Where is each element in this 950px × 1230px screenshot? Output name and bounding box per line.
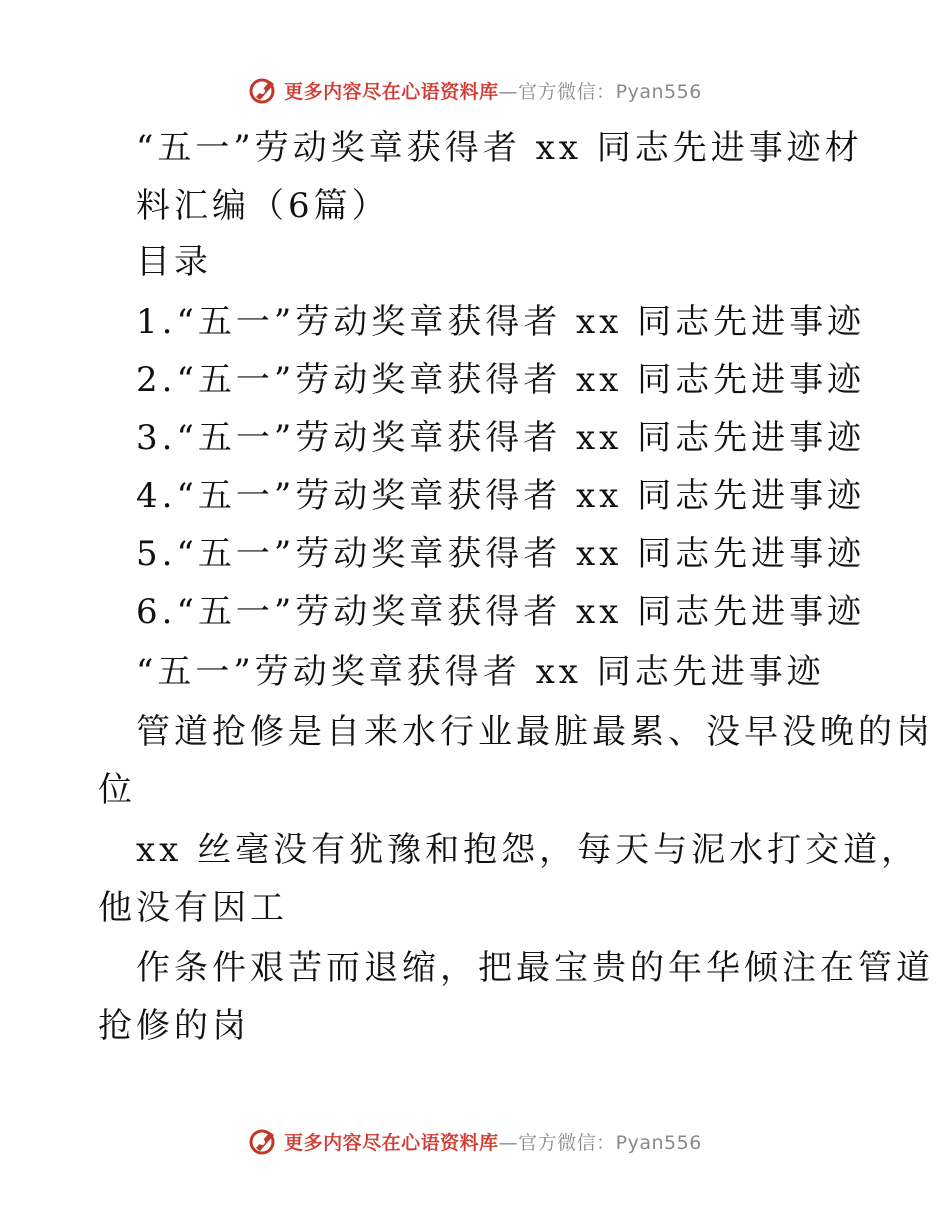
- toc-item: 6.“五一”劳动奖章获得者 xx 同志先进事迹: [136, 592, 866, 632]
- pen-seal-logo-icon: [248, 75, 278, 105]
- toc-heading: 目录: [136, 242, 212, 282]
- paragraph-line: xx 丝毫没有犹豫和抱怨，每天与泥水打交道，: [136, 830, 920, 870]
- toc-item: 2.“五一”劳动奖章获得者 xx 同志先进事迹: [136, 360, 866, 400]
- paragraph-line: 管道抢修是自来水行业最脏最累、没早没晚的岗: [136, 712, 934, 752]
- toc-item: 1.“五一”劳动奖章获得者 xx 同志先进事迹: [136, 302, 866, 342]
- paragraph-line: 作条件艰苦而退缩，把最宝贵的年华倾注在管道: [136, 948, 934, 988]
- paragraph-line: 他没有因工: [98, 888, 288, 928]
- toc-item: 5.“五一”劳动奖章获得者 xx 同志先进事迹: [136, 534, 866, 574]
- toc-item: 4.“五一”劳动奖章获得者 xx 同志先进事迹: [136, 476, 866, 516]
- watermark-text: 更多内容尽在心语资料库—官方微信：Pyan556: [284, 80, 702, 103]
- watermark-text: 更多内容尽在心语资料库—官方微信：Pyan556: [284, 1131, 702, 1154]
- pen-seal-logo-icon: [248, 1126, 278, 1156]
- paragraph-line: 抢修的岗: [98, 1006, 250, 1046]
- document-title-line-1: “五一”劳动奖章获得者 xx 同志先进事迹材: [136, 128, 863, 168]
- document-title-line-2: 料汇编（6篇）: [136, 186, 390, 226]
- toc-item: 3.“五一”劳动奖章获得者 xx 同志先进事迹: [136, 418, 866, 458]
- header-watermark: [0, 70, 950, 110]
- footer-watermark: [0, 1121, 950, 1161]
- paragraph-line: 位: [98, 770, 136, 810]
- section-heading: “五一”劳动奖章获得者 xx 同志先进事迹: [136, 652, 825, 692]
